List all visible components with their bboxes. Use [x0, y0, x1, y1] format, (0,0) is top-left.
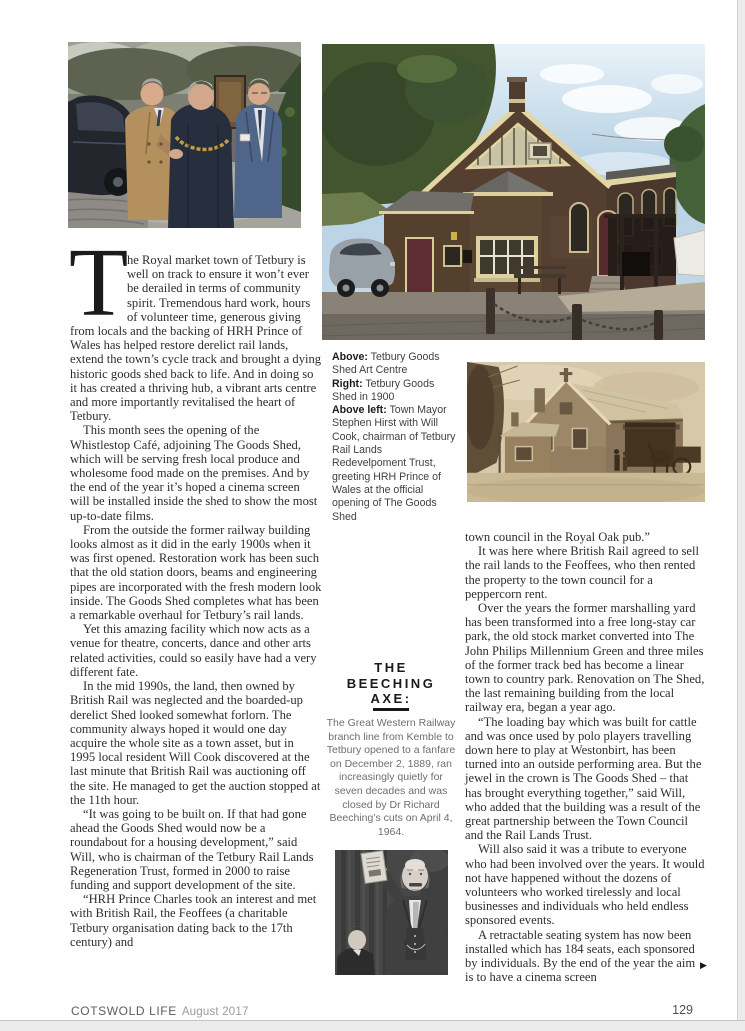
- caption-above: Above: Tetbury Goods Shed Art Centre: [332, 351, 440, 377]
- paragraph: he Royal market town of Tetbury is well on track to ensure it won’t ever be derailed in terms of community spirit. Tremendous hard work, hours of volunteer time, generous giving from locals and the backing of HRH Prince of Wales has helped restore derelict rail lands, extend the town’s cycle track and brought a dying historic goods shed back to life. And in doing so it has created a thriving hub, a vibrant arts centre and more importantly revitalised the heart of Tetbury.: [70, 253, 322, 424]
- paragraph: Will also said it was a tribute to everyone who had been involved over the years. It would not have happened without the dozens of volunteers who worked tirelessly and local businesses and individuals who held endless sponsored events.: [465, 842, 705, 928]
- caption-label: Right:: [332, 377, 363, 390]
- paragraph: From the outside the former railway building looks almost as it did in the early 1900s when it was first opened. Restoration work has been such that the old station doors, beams and engineering pipes are incorporated with the fresh modern look inside. The Goods Shed completes what has been a remarkable overhaul for Tetbury’s rail lands.: [70, 522, 322, 623]
- article-left-column: [70, 253, 322, 949]
- sidebar-body: The Great Western Railway branch line from Kemble to Tetbury opened to a fanfare on December 2, 1889, ran increasingly quietly for seven decades and was closed by Dr Richard Beeching’s cuts on April 4, 1964.: [326, 717, 456, 838]
- photo-dr-beeching: [335, 850, 448, 975]
- viewer-bottom-edge: [0, 1020, 745, 1031]
- sidebar-heading: THE BEECHING AXE:: [346, 660, 436, 706]
- page-number: 129: [672, 1003, 693, 1017]
- continuation-arrow-icon: ▶: [700, 961, 707, 971]
- paragraph: This month sees the opening of the Whistlestop Café, adjoining The Goods Shed, which will be serving fresh local produce and wholesome food made on the premises. And by the end of the year it’s hoped a cinema screen will be installed inside the shed to show the most up-to-date films.: [70, 423, 318, 523]
- photo-goods-shed-today: [322, 44, 705, 340]
- caption-above-left: Above left: Town Mayor Stephen Hirst with Will Cook, chairman of Tetbury Rail Lands Redevelpoment Trust, greeting HRH Prince of Wales at the official opening of The Goods Shed: [332, 404, 456, 523]
- drop-cap-spacer: [70, 253, 127, 324]
- article-right-column: [465, 530, 705, 985]
- footer: [71, 1004, 249, 1018]
- viewer-right-edge: [737, 0, 745, 1031]
- paragraph: Yet this amazing facility which now acts as a venue for theatre, concerts, dance and other arts related activities, could so easily have had a very different fate.: [70, 622, 317, 679]
- goods-shed-illustration: [322, 44, 705, 340]
- drop-cap: T: [69, 229, 129, 336]
- sidebar-underline: [373, 708, 409, 711]
- paragraph: “HRH Prince Charles took an interest and met with British Rail, the Feoffees (a charitable Tetbury organisation dating back to the 17th century) and: [70, 892, 317, 949]
- caption-label: Above:: [332, 351, 368, 363]
- paragraph: “It was going to be built on. If that had gone ahead the Goods Shed would now be a roundabout for a housing development,” said Will, who is chairman of the Tetbury Rail Lands Regeneration Trust, formed in 2000 to raise funding and support development of the site.: [70, 806, 314, 892]
- paragraph: It was here where British Rail agreed to sell the rail lands to the Feoffees, who then rented the property to the town council for a peppercorn rent.: [465, 544, 700, 601]
- magazine-name: COTSWOLD LIFE: [71, 1004, 177, 1018]
- photo-royal-greeting: [68, 42, 301, 228]
- caption-right: Right: Tetbury Goods Shed in 1900: [332, 377, 435, 403]
- photo-captions: [332, 351, 458, 524]
- dr-beeching-illustration: [335, 850, 448, 975]
- paragraph: Over the years the former marshalling yard has been transformed into a free long-stay car park, the old stock market converted into The John Philips Millennium Green and three miles of the former track bed has become a linear town to country park. Renovation on The Shed, the last remaining building from the local railway era, began a year ago.: [465, 601, 705, 715]
- paragraph: In the mid 1990s, the land, then owned by British Rail was neglected and the boarded-up derelict Shed looked somewhat forlorn. The community always hoped it would one day acquire the whole site as a town asset, but in 1995 local resident Will Cook discovered at the last minute that British Rail was auctioning off the site. He managed to get the auction stopped at the 11th hour.: [70, 679, 321, 807]
- photo-goods-shed-1900: [467, 362, 705, 502]
- royal-greeting-illustration: [68, 42, 301, 228]
- paragraph: “The loading bay which was built for cattle and was once used by polo players travelling down here to play at Westonbirt, has been turned into an outside performing area. But the jewel in the crown is The Goods Shed – that has brought everything together,” said Will, who added that the building was a result of the great partnership between the Town Council and the Rail Lands Trust.: [465, 714, 702, 843]
- caption-label: Above left:: [332, 404, 387, 417]
- issue-date: August 2017: [181, 1006, 249, 1018]
- goods-shed-1900-illustration: [467, 362, 705, 502]
- paragraph: A retractable seating system has now been installed which has 184 seats, each sponsored by individuals. By the end of the year the aim is to have a cinema screen: [465, 927, 696, 985]
- paragraph: town council in the Royal Oak pub.”: [465, 530, 651, 544]
